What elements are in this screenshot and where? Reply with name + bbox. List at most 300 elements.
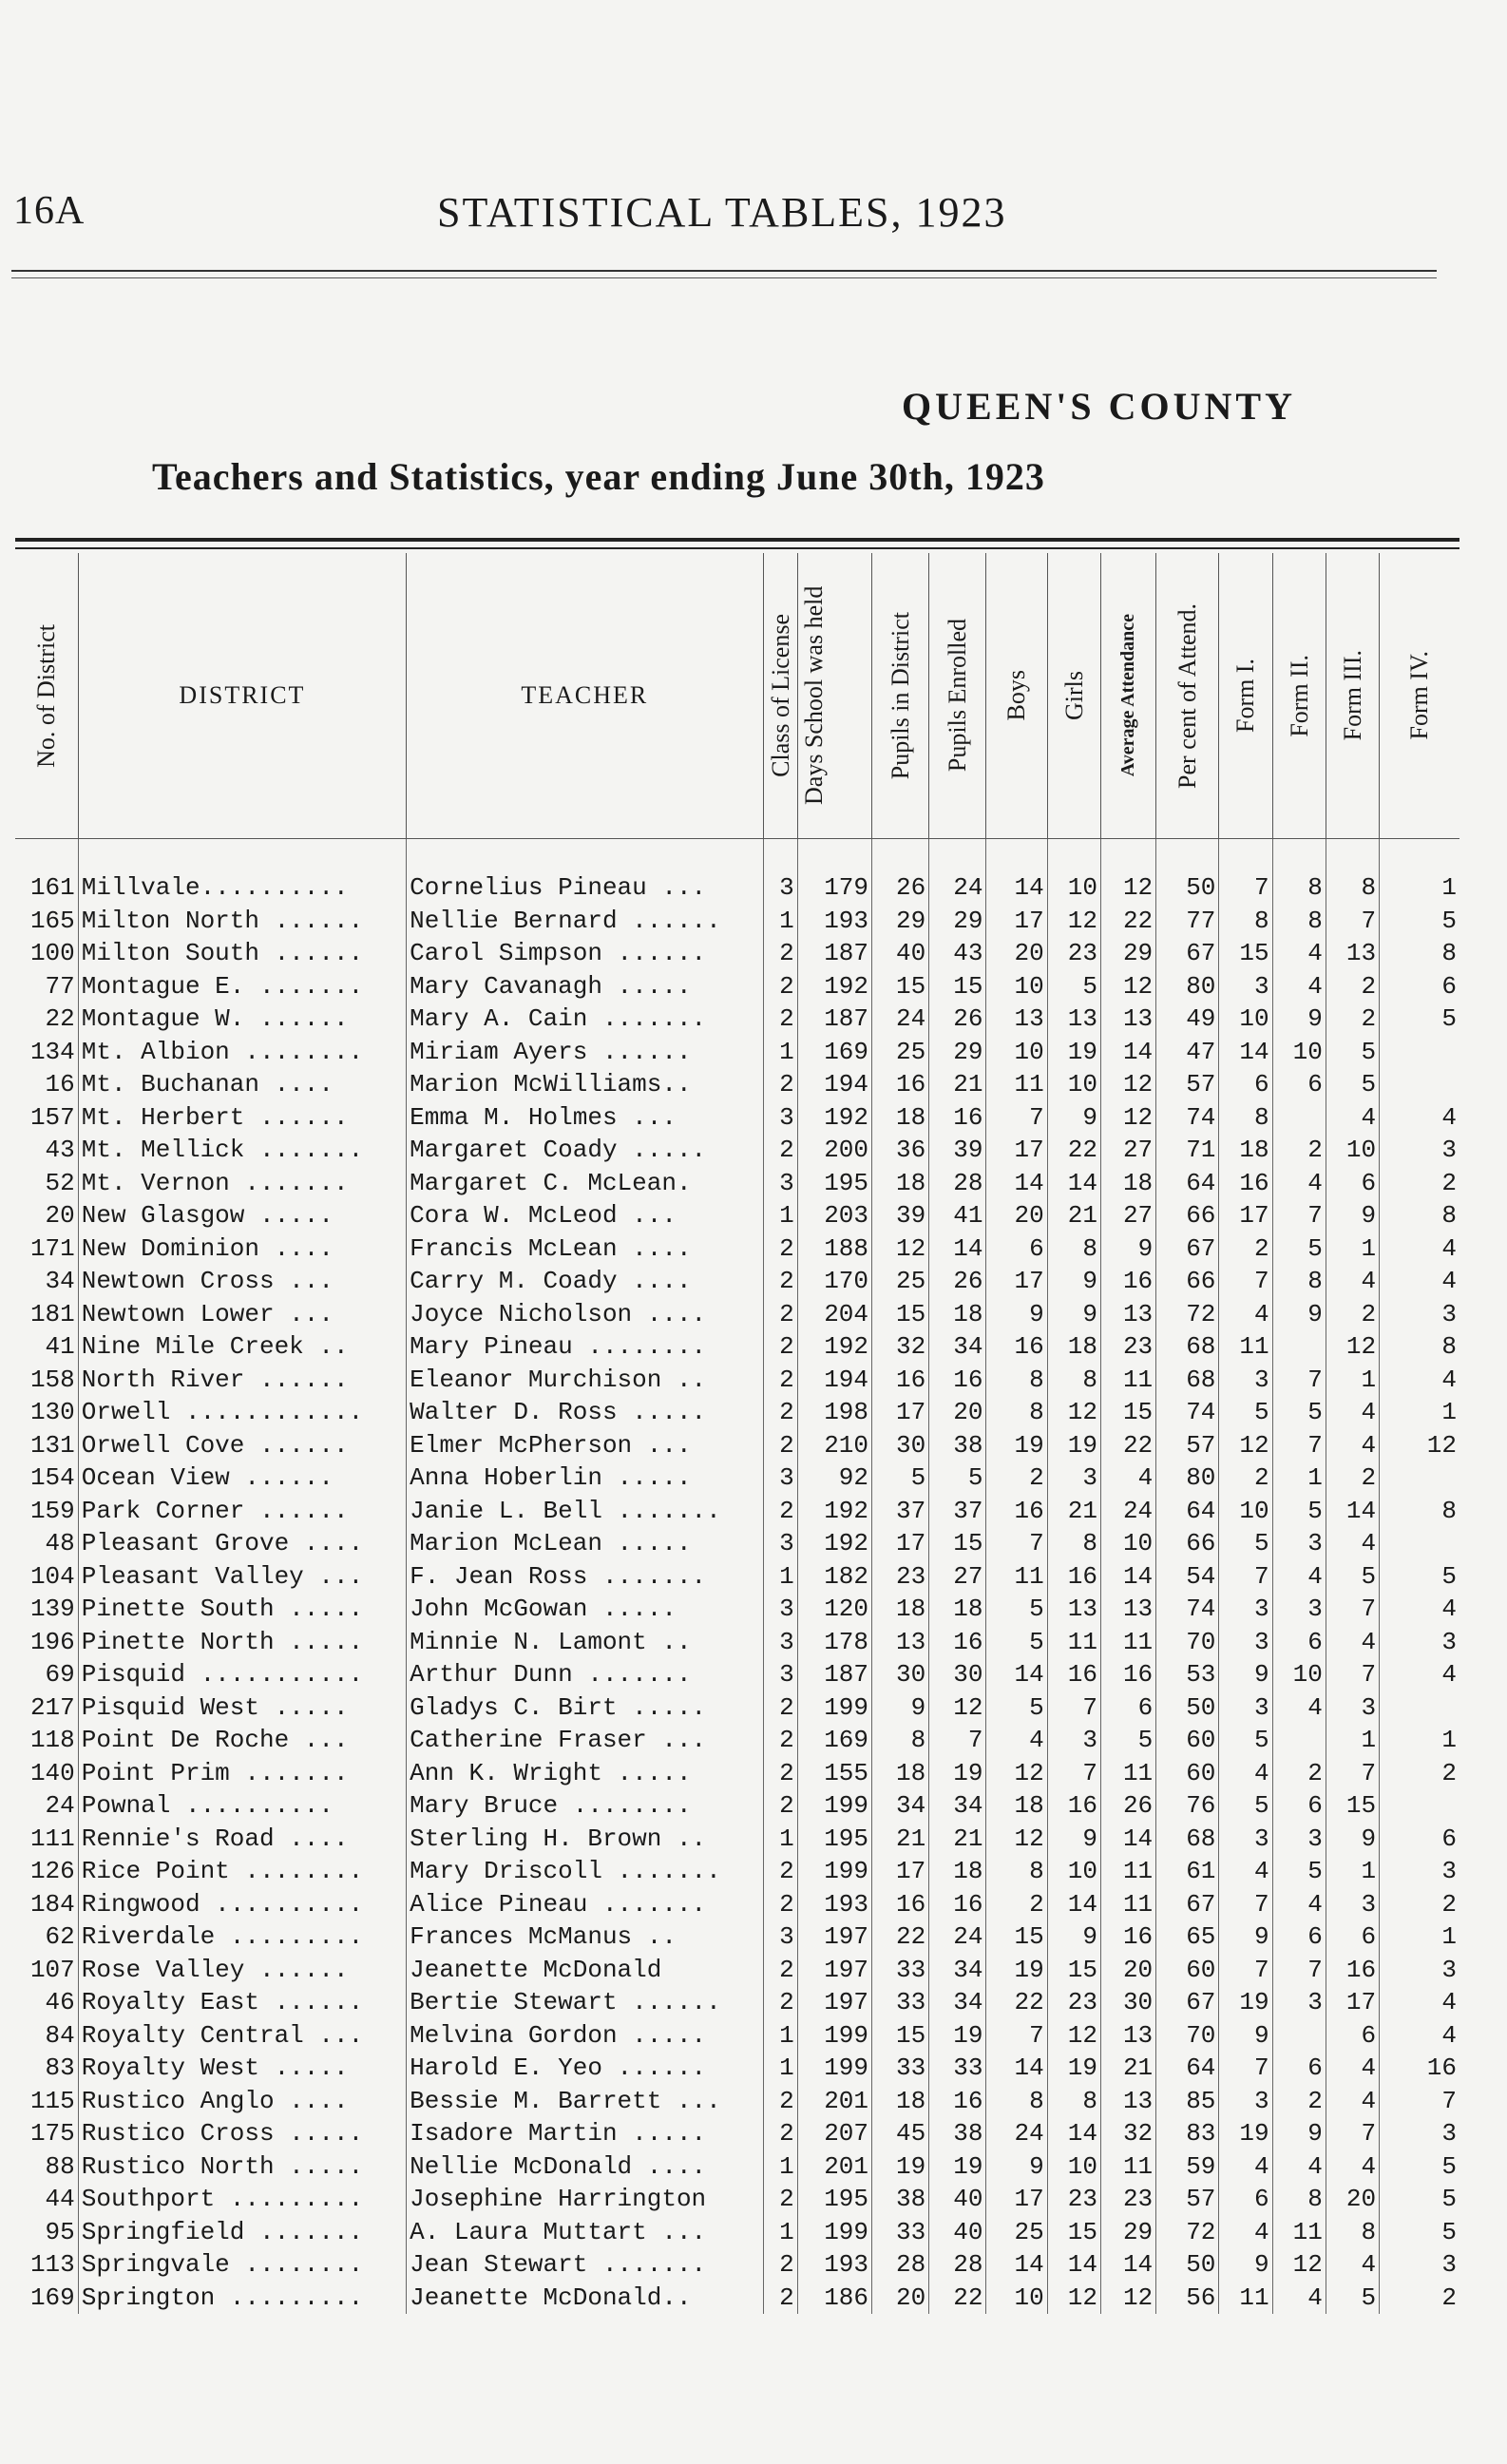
district-number: 130 [29, 1398, 75, 1427]
pupils-in-district: 15 [872, 2019, 929, 2053]
teacher-name: Margaret Coady ..... [407, 1134, 763, 1167]
teacher-name: John McGowan ..... [407, 1593, 763, 1626]
table-row [15, 1691, 1459, 1725]
boys-count: 4 [986, 1724, 1047, 1757]
district-name: Point De Roche ... [78, 1724, 406, 1757]
table-subtitle: Teachers and Statistics, year ending June 30th, 1923 [152, 455, 1045, 498]
district-name: Royalty Central ... [78, 2019, 406, 2053]
form2-count: 8 [1272, 905, 1326, 938]
form1-count: 16 [1219, 1167, 1272, 1200]
form2-count: 6 [1272, 1068, 1326, 1101]
form3-count: 5 [1326, 1068, 1379, 1101]
teacher-name: Margaret C. McLean. [407, 1167, 763, 1200]
license-class: 2 [763, 2248, 797, 2282]
boys-count: 14 [986, 2052, 1047, 2085]
col-header-average: Average Attendance [1100, 553, 1155, 839]
district-name: Riverdale ......... [78, 1920, 406, 1954]
form2-count: 6 [1272, 1626, 1326, 1659]
teacher-name: Cornelius Pineau ... [407, 871, 763, 905]
teacher-name: Arthur Dunn ....... [407, 1658, 763, 1691]
form2-count: 4 [1272, 2150, 1326, 2184]
district-number: 52 [45, 1168, 75, 1197]
col-header-form3: Form III. [1326, 553, 1379, 839]
days-held: 192 [797, 970, 871, 1003]
pupils-in-district: 17 [872, 1396, 929, 1429]
days-held: 195 [797, 2183, 871, 2216]
district-name: New Glasgow ..... [78, 1199, 406, 1232]
days-held: 187 [797, 1658, 871, 1691]
pupils-enrolled: 40 [929, 2183, 986, 2216]
girls-count: 14 [1047, 2248, 1100, 2282]
district-number: 118 [29, 1726, 75, 1755]
pupils-in-district: 15 [872, 970, 929, 1003]
girls-count: 15 [1047, 1954, 1100, 1987]
district-number: 140 [29, 1758, 75, 1787]
form4-count: 3 [1380, 2248, 1459, 2282]
boys-count: 24 [986, 2117, 1047, 2150]
form1-count: 7 [1219, 871, 1272, 905]
table-row [15, 1888, 1459, 1921]
percent-attendance: 74 [1156, 1101, 1219, 1135]
district-number: 44 [45, 2185, 75, 2214]
boys-count: 12 [986, 1823, 1047, 1856]
license-class: 1 [763, 1036, 797, 1069]
pupils-enrolled: 18 [929, 1593, 986, 1626]
form3-count: 1 [1326, 1855, 1379, 1888]
form1-count: 7 [1219, 2052, 1272, 2085]
average-attendance: 11 [1100, 1626, 1155, 1659]
boys-count: 7 [986, 1101, 1047, 1135]
col-header-pupils-district: Pupils in District [872, 553, 929, 839]
girls-count: 10 [1047, 1855, 1100, 1888]
form2-count: 10 [1272, 1658, 1326, 1691]
table-row [15, 1527, 1459, 1560]
license-class: 2 [763, 1495, 797, 1528]
teacher-name: Marion McLean ..... [407, 1527, 763, 1560]
license-class: 2 [763, 2183, 797, 2216]
district-name: Pinette South ..... [78, 1593, 406, 1626]
average-attendance: 27 [1100, 1199, 1155, 1232]
form3-count: 4 [1326, 1429, 1379, 1462]
form3-count: 1 [1326, 1232, 1379, 1266]
percent-attendance: 50 [1156, 1691, 1219, 1725]
county-heading: QUEEN'S COUNTY [902, 385, 1296, 428]
percent-attendance: 76 [1156, 1789, 1219, 1823]
percent-attendance: 59 [1156, 2150, 1219, 2184]
form3-count: 1 [1326, 1724, 1379, 1757]
form3-count: 6 [1326, 1920, 1379, 1954]
district-name: North River ...... [78, 1364, 406, 1397]
license-class: 1 [763, 2216, 797, 2249]
days-held: 92 [797, 1461, 871, 1495]
table-row [15, 1036, 1459, 1069]
form4-count: 5 [1380, 905, 1459, 938]
pupils-enrolled: 29 [929, 1036, 986, 1069]
average-attendance: 13 [1100, 2085, 1155, 2118]
district-name: Springvale ........ [78, 2248, 406, 2282]
license-class: 2 [763, 1134, 797, 1167]
form1-count: 7 [1219, 1954, 1272, 1987]
pupils-enrolled: 22 [929, 2282, 986, 2315]
form3-count: 16 [1326, 1954, 1379, 1987]
girls-count: 21 [1047, 1495, 1100, 1528]
col-header-form4: Form IV. [1380, 553, 1459, 839]
form3-count: 4 [1326, 2248, 1379, 2282]
form2-count [1272, 1330, 1326, 1364]
average-attendance: 21 [1100, 2052, 1155, 2085]
form4-count: 2 [1380, 1888, 1459, 1921]
form4-count: 4 [1380, 1265, 1459, 1298]
form4-count: 5 [1380, 2150, 1459, 2184]
pupils-enrolled: 38 [929, 1429, 986, 1462]
teacher-name: Cora W. McLeod ... [407, 1199, 763, 1232]
percent-attendance: 57 [1156, 1429, 1219, 1462]
pupils-in-district: 33 [872, 2052, 929, 2085]
teacher-name: Harold E. Yeo ...... [407, 2052, 763, 2085]
license-class: 3 [763, 1101, 797, 1135]
form1-count: 3 [1219, 970, 1272, 1003]
form4-count: 5 [1380, 1560, 1459, 1594]
form2-count: 2 [1272, 1134, 1326, 1167]
pupils-in-district: 30 [872, 1429, 929, 1462]
form4-count [1380, 1036, 1459, 1069]
boys-count: 20 [986, 937, 1047, 970]
district-number: 217 [29, 1692, 75, 1722]
district-number: 48 [45, 1529, 75, 1558]
percent-attendance: 53 [1156, 1658, 1219, 1691]
pupils-enrolled: 34 [929, 1986, 986, 2019]
form1-count: 7 [1219, 1265, 1272, 1298]
district-number: 171 [29, 1233, 75, 1263]
days-held: 203 [797, 1199, 871, 1232]
table-row [15, 1757, 1459, 1790]
pupils-enrolled: 16 [929, 1626, 986, 1659]
teacher-name: Nellie Bernard ...... [407, 905, 763, 938]
district-number: 139 [29, 1595, 75, 1624]
license-class: 3 [763, 1527, 797, 1560]
col-header-enrolled: Pupils Enrolled [929, 553, 986, 839]
district-name: Milton North ...... [78, 905, 406, 938]
table-row [15, 2117, 1459, 2150]
average-attendance: 18 [1100, 1167, 1155, 1200]
form4-count: 2 [1380, 2282, 1459, 2315]
girls-count: 9 [1047, 1101, 1100, 1135]
average-attendance: 22 [1100, 1429, 1155, 1462]
district-number: 175 [29, 2119, 75, 2149]
girls-count: 23 [1047, 1986, 1100, 2019]
table-row [15, 1560, 1459, 1594]
average-attendance: 12 [1100, 1068, 1155, 1101]
pupils-in-district: 40 [872, 937, 929, 970]
form3-count: 15 [1326, 1789, 1379, 1823]
days-held: 120 [797, 1593, 871, 1626]
form2-count: 4 [1272, 970, 1326, 1003]
form1-count: 4 [1219, 1298, 1272, 1331]
form3-count: 4 [1326, 1527, 1379, 1560]
license-class: 3 [763, 1626, 797, 1659]
form4-count: 7 [1380, 2085, 1459, 2118]
district-name: Mt. Herbert ...... [78, 1101, 406, 1135]
form4-count [1380, 1527, 1459, 1560]
pupils-in-district: 17 [872, 1855, 929, 1888]
pupils-in-district: 13 [872, 1626, 929, 1659]
table-row [15, 1265, 1459, 1298]
license-class: 1 [763, 2052, 797, 2085]
average-attendance: 14 [1100, 1036, 1155, 1069]
table-row [15, 2150, 1459, 2184]
average-attendance: 13 [1100, 2019, 1155, 2053]
average-attendance: 29 [1100, 2216, 1155, 2249]
girls-count: 9 [1047, 1823, 1100, 1856]
form2-count: 8 [1272, 2183, 1326, 2216]
girls-count: 12 [1047, 2282, 1100, 2315]
average-attendance: 20 [1100, 1954, 1155, 1987]
boys-count: 8 [986, 1364, 1047, 1397]
license-class: 2 [763, 1364, 797, 1397]
average-attendance: 14 [1100, 1560, 1155, 1594]
license-class: 1 [763, 905, 797, 938]
boys-count: 7 [986, 2019, 1047, 2053]
district-number: 77 [45, 971, 75, 1001]
form4-count: 5 [1380, 2216, 1459, 2249]
boys-count: 14 [986, 1658, 1047, 1691]
percent-attendance: 54 [1156, 1560, 1219, 1594]
girls-count: 19 [1047, 1036, 1100, 1069]
pupils-in-district: 5 [872, 1461, 929, 1495]
table-row [15, 1298, 1459, 1331]
form1-count: 5 [1219, 1396, 1272, 1429]
days-held: 199 [797, 2216, 871, 2249]
teacher-name: Nellie McDonald .... [407, 2150, 763, 2184]
form3-count: 4 [1326, 1101, 1379, 1135]
table-row [15, 871, 1459, 905]
average-attendance: 13 [1100, 1003, 1155, 1036]
teacher-name: Carol Simpson ...... [407, 937, 763, 970]
form1-count: 4 [1219, 2216, 1272, 2249]
form2-count: 8 [1272, 871, 1326, 905]
girls-count: 3 [1047, 1461, 1100, 1495]
pupils-in-district: 25 [872, 1036, 929, 1069]
form3-count: 3 [1326, 1691, 1379, 1725]
girls-count: 14 [1047, 1167, 1100, 1200]
percent-attendance: 77 [1156, 905, 1219, 938]
license-class: 3 [763, 1920, 797, 1954]
pupils-in-district: 33 [872, 2216, 929, 2249]
days-held: 194 [797, 1364, 871, 1397]
girls-count: 23 [1047, 937, 1100, 970]
form4-count: 1 [1380, 871, 1459, 905]
percent-attendance: 47 [1156, 1036, 1219, 1069]
form2-count: 7 [1272, 1364, 1326, 1397]
pupils-enrolled: 34 [929, 1954, 986, 1987]
days-held: 188 [797, 1232, 871, 1266]
girls-count: 14 [1047, 2117, 1100, 2150]
table-row [15, 2183, 1459, 2216]
form1-count: 5 [1219, 1527, 1272, 1560]
teacher-name: Mary Bruce ........ [407, 1789, 763, 1823]
form3-count: 5 [1326, 1036, 1379, 1069]
days-held: 197 [797, 1954, 871, 1987]
girls-count: 14 [1047, 1888, 1100, 1921]
form1-count: 18 [1219, 1134, 1272, 1167]
district-name: Springton ......... [78, 2282, 406, 2315]
boys-count: 17 [986, 905, 1047, 938]
girls-count: 5 [1047, 970, 1100, 1003]
table-row [15, 1101, 1459, 1135]
teacher-name: Mary A. Cain ....... [407, 1003, 763, 1036]
boys-count: 13 [986, 1003, 1047, 1036]
form3-count: 9 [1326, 1199, 1379, 1232]
days-held: 201 [797, 2085, 871, 2118]
girls-count: 3 [1047, 1724, 1100, 1757]
form2-count: 5 [1272, 1232, 1326, 1266]
license-class: 2 [763, 970, 797, 1003]
average-attendance: 13 [1100, 1298, 1155, 1331]
girls-count: 13 [1047, 1593, 1100, 1626]
pupils-enrolled: 20 [929, 1396, 986, 1429]
girls-count: 16 [1047, 1658, 1100, 1691]
days-held: 169 [797, 1036, 871, 1069]
district-number: 126 [29, 1857, 75, 1886]
form4-count: 1 [1380, 1396, 1459, 1429]
days-held: 199 [797, 2019, 871, 2053]
form1-count: 8 [1219, 905, 1272, 938]
percent-attendance: 57 [1156, 1068, 1219, 1101]
percent-attendance: 67 [1156, 937, 1219, 970]
col-header-percent: Per cent of Attend. [1156, 553, 1219, 839]
pupils-enrolled: 34 [929, 1330, 986, 1364]
form2-count: 6 [1272, 1920, 1326, 1954]
pupils-in-district: 22 [872, 1920, 929, 1954]
district-number: 41 [45, 1332, 75, 1362]
boys-count: 8 [986, 2085, 1047, 2118]
license-class: 2 [763, 1986, 797, 2019]
teacher-name: Melvina Gordon ..... [407, 2019, 763, 2053]
average-attendance: 11 [1100, 2150, 1155, 2184]
pupils-in-district: 21 [872, 1823, 929, 1856]
boys-count: 8 [986, 1855, 1047, 1888]
form3-count: 4 [1326, 1396, 1379, 1429]
form2-count: 4 [1272, 1560, 1326, 1594]
form3-count: 2 [1326, 1298, 1379, 1331]
percent-attendance: 60 [1156, 1724, 1219, 1757]
pupils-enrolled: 38 [929, 2117, 986, 2150]
boys-count: 9 [986, 2150, 1047, 2184]
district-name: New Dominion .... [78, 1232, 406, 1266]
form4-count: 3 [1380, 1626, 1459, 1659]
girls-count: 10 [1047, 871, 1100, 905]
district-name: Orwell Cove ...... [78, 1429, 406, 1462]
license-class: 2 [763, 1691, 797, 1725]
table-row [15, 1789, 1459, 1823]
district-name: Orwell ............ [78, 1396, 406, 1429]
form3-count: 8 [1326, 871, 1379, 905]
table-row [15, 1330, 1459, 1364]
license-class: 2 [763, 1298, 797, 1331]
license-class: 2 [763, 1954, 797, 1987]
boys-count: 9 [986, 1298, 1047, 1331]
form4-count: 5 [1380, 1003, 1459, 1036]
pupils-enrolled: 21 [929, 1823, 986, 1856]
license-class: 2 [763, 1757, 797, 1790]
boys-count: 7 [986, 1527, 1047, 1560]
district-name: Pownal .......... [78, 1789, 406, 1823]
col-header-girls: Girls [1047, 553, 1100, 839]
pupils-enrolled: 24 [929, 871, 986, 905]
days-held: 178 [797, 1626, 871, 1659]
district-name: Nine Mile Creek .. [78, 1330, 406, 1364]
col-header-no: No. of District [15, 553, 78, 839]
district-number: 34 [45, 1267, 75, 1296]
percent-attendance: 68 [1156, 1330, 1219, 1364]
average-attendance: 6 [1100, 1691, 1155, 1725]
teacher-name: Ann K. Wright ..... [407, 1757, 763, 1790]
table-row [15, 1199, 1459, 1232]
pupils-in-district: 20 [872, 2282, 929, 2315]
form1-count: 5 [1219, 1724, 1272, 1757]
girls-count: 19 [1047, 2052, 1100, 2085]
form3-count: 9 [1326, 1823, 1379, 1856]
percent-attendance: 60 [1156, 1757, 1219, 1790]
table-row [15, 1626, 1459, 1659]
col-header-teacher: TEACHER [407, 553, 763, 839]
district-name: Montague W. ...... [78, 1003, 406, 1036]
pupils-enrolled: 16 [929, 2085, 986, 2118]
form3-count: 4 [1326, 1265, 1379, 1298]
district-number: 196 [29, 1627, 75, 1656]
teacher-name: Jeanette McDonald [407, 1954, 763, 1987]
form3-count: 4 [1326, 2052, 1379, 2085]
pupils-in-district: 25 [872, 1265, 929, 1298]
boys-count: 18 [986, 1789, 1047, 1823]
teacher-name: Isadore Martin ..... [407, 2117, 763, 2150]
form1-count: 2 [1219, 1461, 1272, 1495]
form2-count: 8 [1272, 1265, 1326, 1298]
form3-count: 5 [1326, 1560, 1379, 1594]
form3-count: 10 [1326, 1134, 1379, 1167]
license-class: 1 [763, 1199, 797, 1232]
days-held: 199 [797, 2052, 871, 2085]
form4-count: 1 [1380, 1920, 1459, 1954]
form4-count: 3 [1380, 1134, 1459, 1167]
percent-attendance: 74 [1156, 1593, 1219, 1626]
district-number: 184 [29, 1889, 75, 1919]
form1-count: 3 [1219, 1364, 1272, 1397]
form3-count: 8 [1326, 2216, 1379, 2249]
pupils-in-district: 12 [872, 1232, 929, 1266]
table-row [15, 1003, 1459, 1036]
average-attendance: 13 [1100, 1593, 1155, 1626]
form4-count: 16 [1380, 2052, 1459, 2085]
girls-count: 8 [1047, 1364, 1100, 1397]
license-class: 3 [763, 1658, 797, 1691]
form4-count: 4 [1380, 1593, 1459, 1626]
percent-attendance: 60 [1156, 1954, 1219, 1987]
district-number: 161 [29, 873, 75, 903]
girls-count: 21 [1047, 1199, 1100, 1232]
district-number: 113 [29, 2250, 75, 2280]
percent-attendance: 72 [1156, 2216, 1219, 2249]
form3-count: 7 [1326, 2117, 1379, 2150]
pupils-in-district: 24 [872, 1003, 929, 1036]
form1-count: 7 [1219, 1888, 1272, 1921]
district-number: 83 [45, 2053, 75, 2083]
girls-count: 10 [1047, 2150, 1100, 2184]
pupils-enrolled: 7 [929, 1724, 986, 1757]
form4-count: 2 [1380, 1757, 1459, 1790]
days-held: 193 [797, 1888, 871, 1921]
teacher-name: Sterling H. Brown .. [407, 1823, 763, 1856]
